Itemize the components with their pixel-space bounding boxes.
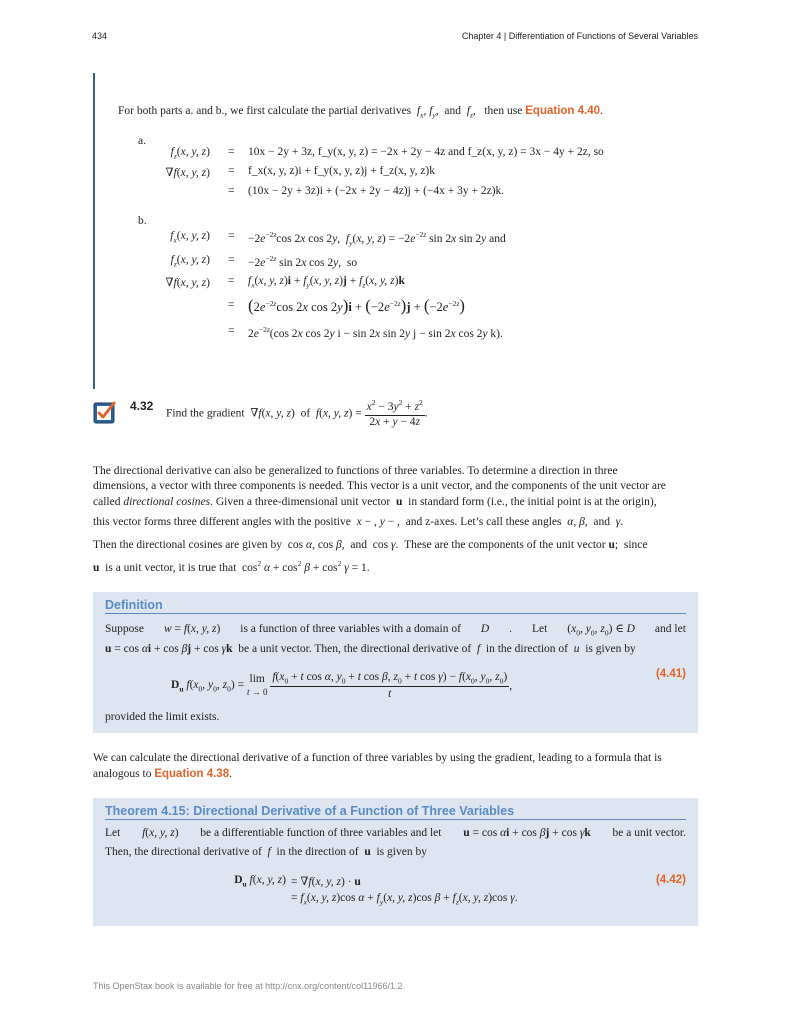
gradient-paragraph: We can calculate the directional derivative of a function of three variables by using the gradient, leading to a formula that is analogous to Equation 4.38. xyxy=(93,752,662,781)
part-b-label: b. xyxy=(138,215,147,227)
definition-title-rule xyxy=(105,613,686,614)
definition-equation: $D_u$ $f(x_0$, $y_0$, $z_0) = \lim$ t → 0 $\frac{f(x_0 + t \cos \alpha, y_0 + t \cos \beta, z_0 + t \cos \gamma) - f(x_0, y_0, z_0)}{t}$ , xyxy=(171,671,513,701)
definition-text: Suppose w = f(x, y, z) is a function of three variables with a domain of D . Let ($x_0$, $y_0$, $z_0$) ∈ D and let u = cos αi + cos βj + cos γk be a unit vector. Then, the directional derivative of f in the direction of u is given by xyxy=(105,623,686,656)
part-a-label: a. xyxy=(138,135,146,147)
exercise-text: Find the gradient ∇f(x, y, z) of f(x, y, z) = $\frac{x^2 - 3y^2 + z^2}{2x + y - 4z}$ . xyxy=(166,398,428,428)
solution-intro: For both parts a. and b., we first calculate the partial derivatives $f_x$, $f_y$, and $f_z$, then use Equation 4.40. xyxy=(118,105,603,120)
footer-text: This OpenStax book is available for free at http://cnx.org/content/col11966/1.2 xyxy=(93,981,403,991)
equation-number-4-42: (4.42) xyxy=(655,874,686,886)
exercise-checkbox-icon[interactable] xyxy=(93,400,117,424)
part-b-equations: $f_x(x$, y, z) = $-2e^{-2z}\cos$ 2x cos 2y, $f_y(x$, y, $z) = -2e^{-2z}$ sin 2x sin 2y and $f_z(x$, y, z) = $-2e^{-2z}$ sin 2x cos 2y, so ∇f(x, y, z) = $f_x(x$, y, $z)i + f_y(x$, y, $z)j + f_z(x$, y, z)k = ($2e^{-2z}\cos$ 2x $\cos 2y)i + (-2e^{-2z})j + (-2e^{-2z})$ = $2e^{-2z}(\cos$ 2x cos 2y i − sin 2x sin 2y j − sin 2x cos 2y k). xyxy=(165,230,506,340)
part-a-line1: 10x − 2y + 3z, f_y(x, y, z) = −2x + 2y − 4z and f_z(x, y, z) = 3x − 4y + 2z, so xyxy=(248,146,604,158)
theorem-equation: $D_u$ f(x, y, z) = ∇f(x, y, z) · u = $f_x(x$, y, z)cos $\alpha + f_y(x$, y, z)cos $\beta + f_z(x$, y, z)cos γ. xyxy=(234,874,518,907)
chapter-title: Chapter 4 | Differentiation of Functions of Several Variables xyxy=(461,31,698,41)
equation-4-40-link[interactable]: Equation 4.40 xyxy=(525,105,601,117)
theorem-box xyxy=(93,798,698,926)
exercise-number: 4.32 xyxy=(130,399,154,413)
part-a-line2: f_x(x, y, z)i + f_y(x, y, z)j + f_z(x, y, z)k xyxy=(248,165,436,177)
definition-title: Definition xyxy=(105,598,163,612)
theorem-title-rule xyxy=(105,819,686,820)
definition-after: provided the limit exists. xyxy=(105,711,220,723)
directional-derivative-paragraph: The directional derivative can also be generalized to functions of three variables. To determine a direction in three dimensions, a vector with three components is needed. This vector is a unit vector, and the components of the unit vector are called directional cosines. Given a three-dimensional unit vector u in standard form (i.e., the initial point is at the origin), this vector forms three different angles with the positive x − , y − , and z-axes. Let’s call these angles α, β, and γ. Then the directional cosines are given by cos α, cos β, and cos γ. These are the components of the unit vector u; since u is a unit vector, it is true that $\cos^2 \alpha + \cos^2 \beta + \cos^2 \gamma = 1$. xyxy=(93,465,666,574)
equation-4-38-link[interactable]: Equation 4.38 xyxy=(154,768,230,781)
part-a-equations: $f_z(x$, y, z) = 10x − 2y + 3z, f_y(x, y, z) = −2x + 2y − 4z and f_z(x, y, z) = 3x − 4y + 2z, so ∇f(x, y, z) = f_x(x, y, z)i + f_y(x, y, z)j + f_z(x, y, z)k = (10x − 2y + 3z)i + (−2x + 2y − 4z)j + (−4x + 3y + 2z)k. xyxy=(165,146,604,197)
definition-box xyxy=(93,592,698,733)
theorem-title: Theorem 4.15: Directional Derivative of a Function of Three Variables xyxy=(105,804,515,818)
checkmark-icon xyxy=(93,400,117,424)
theorem-text: Let f(x, y, z) be a differentiable function of three variables and let u = cos αi + cos βj + cos γk be a unit vector. Then, the directional derivative of f in the direction of u is given by xyxy=(105,827,686,859)
part-a-line3: (10x − 2y + 3z)i + (−2x + 2y − 4z)j + (−4x + 3y + 2z)k. xyxy=(248,185,505,197)
equation-number-4-41: (4.41) xyxy=(655,668,686,680)
page-number: 434 xyxy=(92,31,108,41)
